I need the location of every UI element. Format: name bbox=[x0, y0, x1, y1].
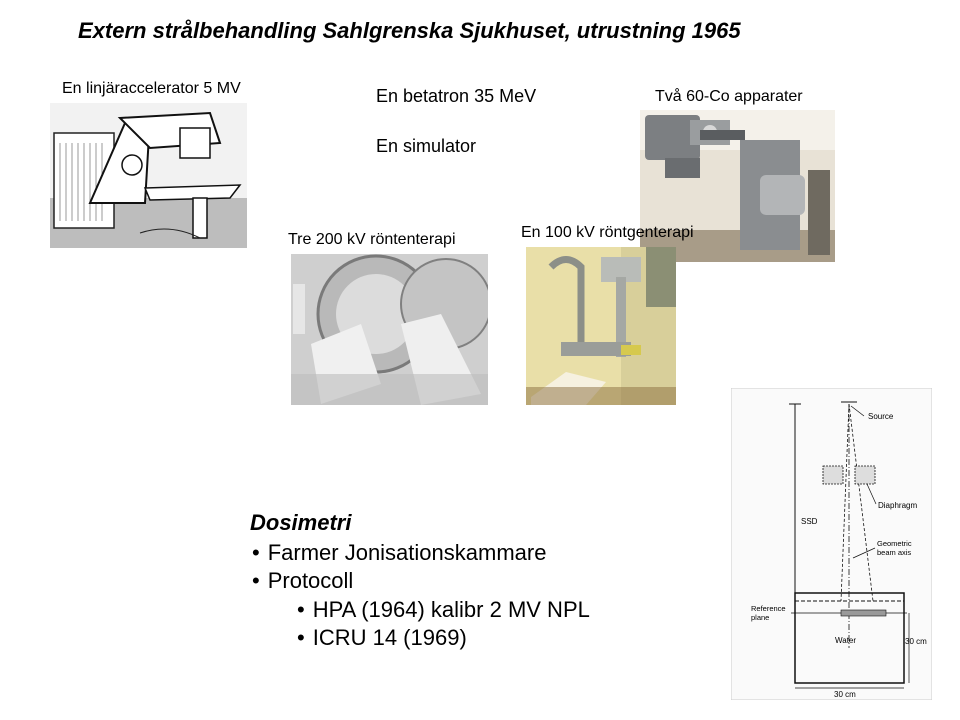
caption-simulator: En simulator bbox=[376, 136, 477, 156]
xray-200kv-photo bbox=[291, 254, 488, 405]
label-reference: Reference bbox=[751, 604, 786, 613]
label-geometric: Geometric bbox=[877, 539, 912, 548]
dosimetry-heading: Dosimetri bbox=[250, 510, 352, 535]
dosimetry-item: • Farmer Jonisationskammare bbox=[252, 540, 546, 566]
beam-geometry-diagram bbox=[731, 388, 932, 700]
dosimetry-item: • Protocoll bbox=[252, 568, 353, 594]
caption-100kv: En 100 kV röntgenterapi bbox=[521, 224, 694, 241]
xray-100kv-photo bbox=[526, 247, 676, 405]
dosimetry-subitem: • HPA (1964) kalibr 2 MV NPL bbox=[297, 597, 590, 623]
label-dim-horizontal: 30 cm bbox=[834, 690, 856, 699]
label-source: Source bbox=[868, 412, 894, 421]
label-beam-axis: beam axis bbox=[877, 548, 912, 557]
linac-drawing bbox=[50, 103, 247, 248]
caption-linac: En linjäraccelerator 5 MV bbox=[62, 80, 241, 97]
label-dim-vertical: 30 cm bbox=[905, 637, 927, 646]
caption-cobalt: Två 60-Co apparater bbox=[655, 88, 803, 105]
caption-200kv: Tre 200 kV röntenterapi bbox=[288, 231, 456, 248]
label-diaphragm: Diaphragm bbox=[878, 501, 918, 510]
slide-title: Extern strålbehandling Sahlgrenska Sjukhuset, utrustning 1965 bbox=[78, 18, 741, 43]
label-ssd: SSD bbox=[801, 517, 818, 526]
label-water: Water bbox=[835, 636, 857, 645]
dosimetry-subitem: • ICRU 14 (1969) bbox=[297, 625, 467, 651]
caption-betatron: En betatron 35 MeV bbox=[376, 86, 537, 106]
label-plane: plane bbox=[751, 613, 770, 622]
